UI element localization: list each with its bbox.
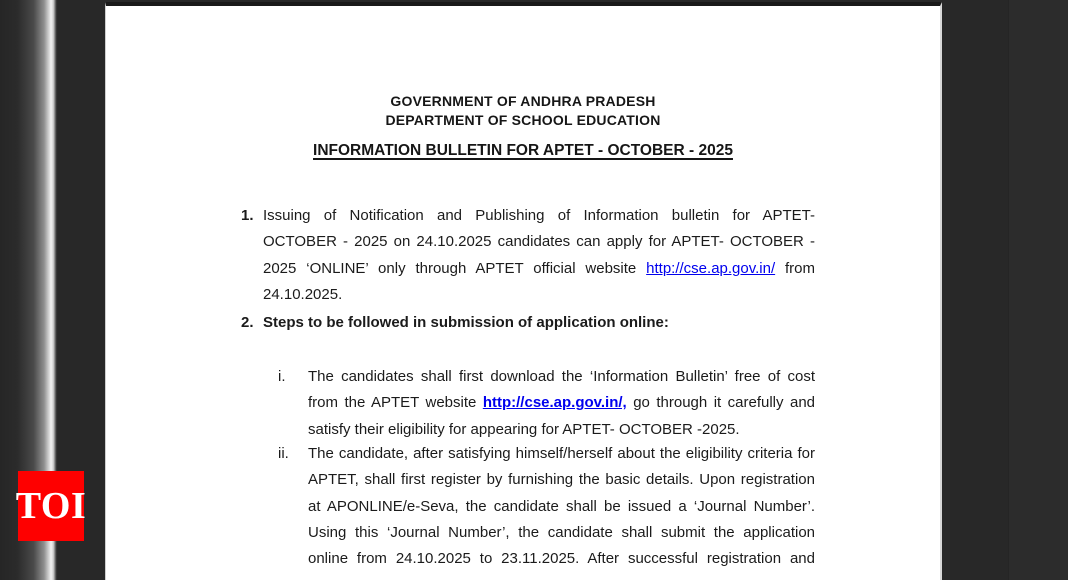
item-1-paragraph bbox=[263, 203, 815, 308]
paragraph-line: The candidates shall first download the ‘Information Bulletin’ free of cost bbox=[308, 368, 815, 385]
sub-item-ii-marker: ii. bbox=[278, 445, 289, 462]
cse-website-link[interactable]: http://cse.ap.gov.in/ bbox=[646, 259, 776, 277]
header-line-1: GOVERNMENT OF ANDHRA PRADESH bbox=[390, 93, 656, 109]
paragraph-line: online from 24.10.2025 to 23.11.2025. After successful registration and bbox=[308, 550, 815, 568]
bulletin-title: INFORMATION BULLETIN FOR APTET - OCTOBER - 2025 bbox=[313, 142, 733, 159]
sub-item-ii-paragraph bbox=[308, 441, 815, 572]
line-text: from the APTET website bbox=[308, 394, 483, 412]
line-text: 2025 ‘ONLINE’ only through APTET official website bbox=[263, 259, 647, 277]
paragraph-line bbox=[263, 256, 815, 282]
list-item-2 bbox=[241, 310, 815, 336]
paragraph-line: Using this ‘Journal Number’, the candidate shall submit the application bbox=[308, 523, 815, 541]
paragraph-line: Issuing of Notification and Publishing of Information bulletin for APTET- bbox=[263, 207, 815, 224]
list-item-1 bbox=[241, 203, 815, 308]
background-seam bbox=[1008, 0, 1068, 580]
toi-logo bbox=[15, 471, 87, 541]
paragraph-line: 24.10.2025. bbox=[263, 285, 343, 303]
header-line-2: DEPARTMENT OF SCHOOL EDUCATION bbox=[385, 111, 661, 128]
line-text: from bbox=[775, 259, 815, 277]
document-page bbox=[105, 2, 942, 580]
item-2-number: 2. bbox=[241, 314, 254, 331]
paragraph-line: satisfy their eligibility for appearing for APTET- OCTOBER -2025. bbox=[308, 420, 740, 438]
item-1-number: 1. bbox=[241, 207, 254, 224]
paragraph-line bbox=[308, 390, 815, 416]
cse-website-link[interactable]: http://cse.ap.gov.in/, bbox=[482, 394, 627, 412]
document-header bbox=[106, 92, 940, 129]
item-2-heading: Steps to be followed in submission of application online: bbox=[263, 314, 669, 331]
sub-item-i-paragraph bbox=[308, 364, 815, 443]
line-text: go through it carefully and bbox=[626, 394, 816, 412]
paragraph-line: APTET, shall first register by furnishing the basic details. Upon registration bbox=[308, 471, 815, 489]
sub-item-ii bbox=[278, 441, 815, 572]
sub-item-i-marker: i. bbox=[278, 368, 286, 385]
paragraph-line: OCTOBER - 2025 on 24.10.2025 candidates can apply for APTET- OCTOBER - bbox=[263, 233, 815, 251]
paragraph-line: at APONLINE/e-Seva, the candidate shall be issued a ‘Journal Number’. bbox=[308, 497, 815, 515]
sub-item-i bbox=[278, 364, 815, 443]
toi-logo-text: TOI bbox=[15, 485, 87, 527]
paragraph-line: The candidate, after satisfying himself/herself about the eligibility criteria for bbox=[308, 445, 815, 462]
